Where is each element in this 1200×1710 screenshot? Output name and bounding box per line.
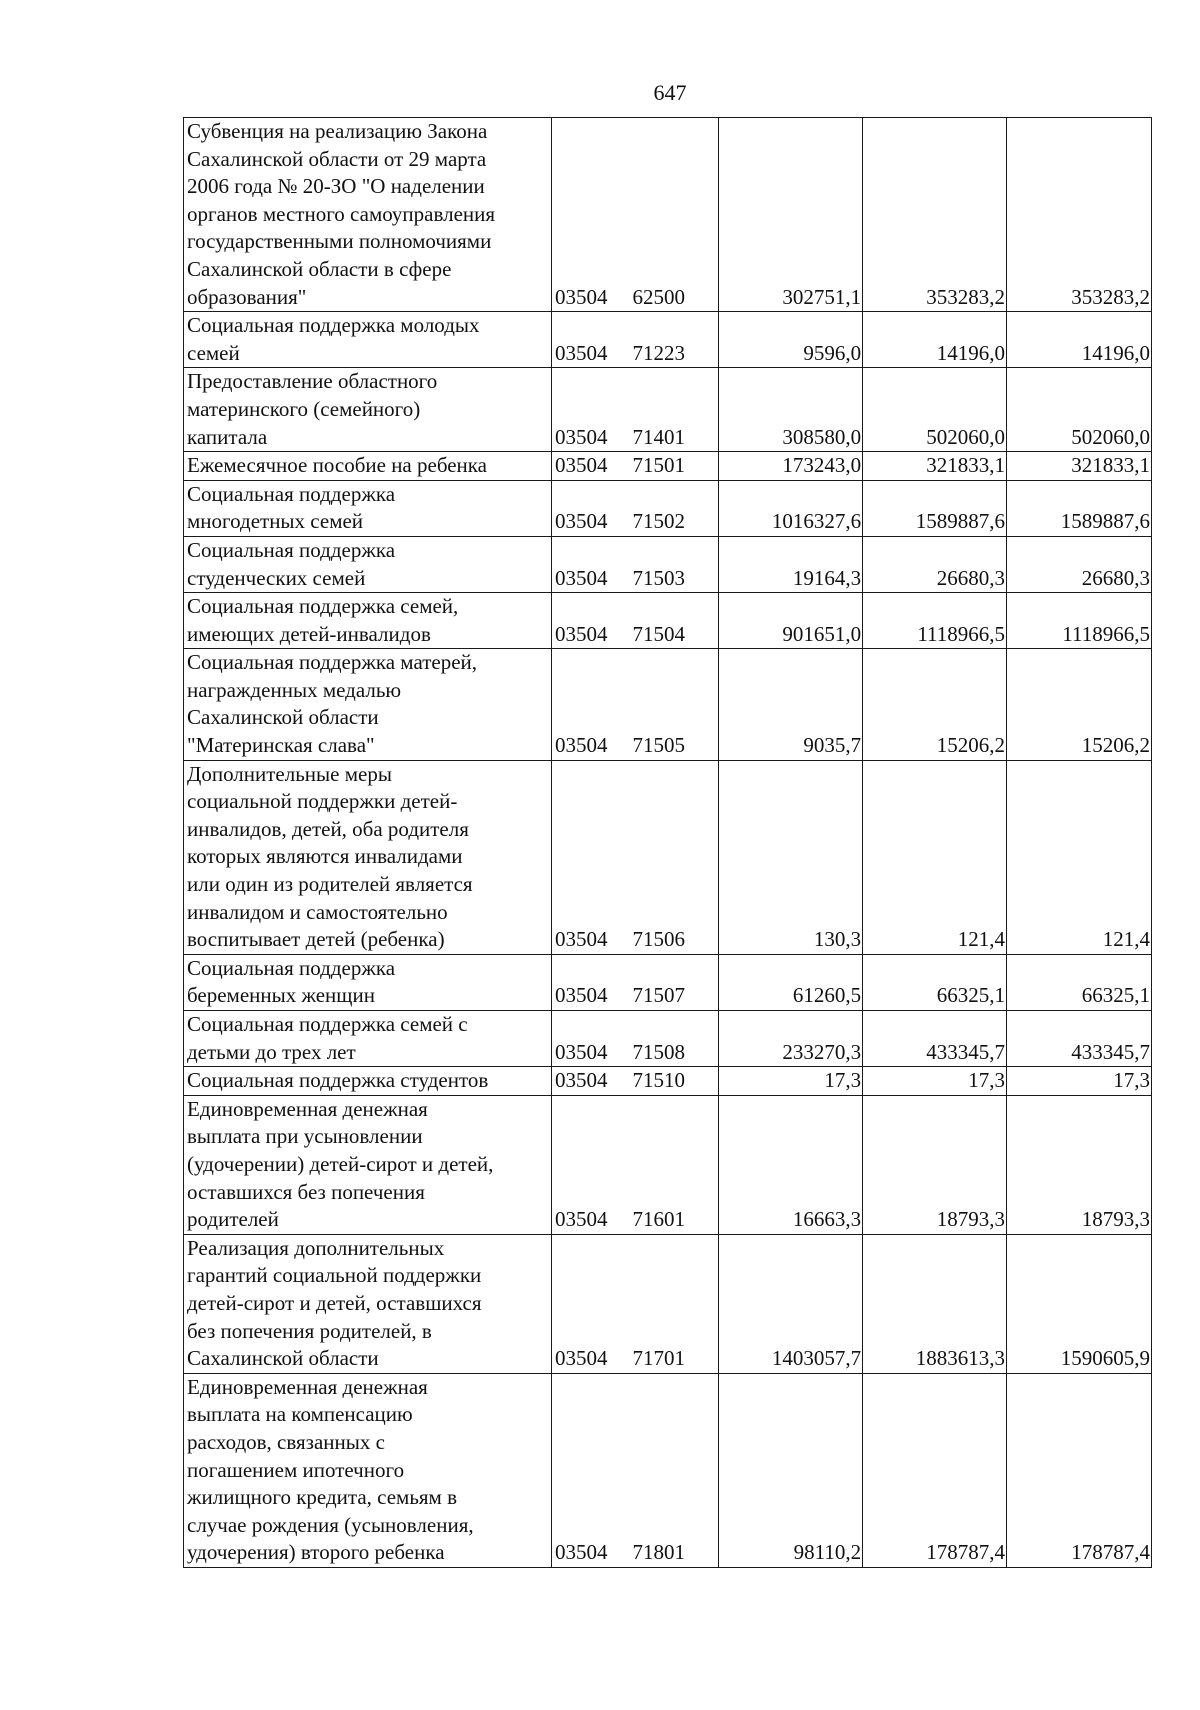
table-row	[184, 368, 1152, 452]
row-name: Субвенция на реализацию Закона Сахалинской области от 29 марта 2006 года № 20-ЗО "О наделении органов местного самоуправления государственными полномочиями Сахалинской области в сфере образования"	[184, 118, 552, 312]
row-value-1: 9035,7	[719, 649, 863, 760]
row-section-code: 03504	[551, 1067, 629, 1096]
row-value-3: 1118966,5	[1007, 593, 1152, 649]
row-value-2: 353283,2	[863, 118, 1007, 312]
row-target-code: 71510	[629, 1067, 718, 1096]
row-section-code: 03504	[551, 452, 629, 481]
row-section-code: 03504	[551, 536, 629, 592]
row-value-1: 16663,3	[719, 1095, 863, 1234]
row-value-1: 901651,0	[719, 593, 863, 649]
budget-table	[183, 117, 1152, 1568]
row-name: Предоставление областного материнского (семейного) капитала	[184, 368, 552, 452]
row-value-1: 233270,3	[719, 1011, 863, 1067]
row-value-2: 26680,3	[863, 536, 1007, 592]
row-section-code: 03504	[551, 1011, 629, 1067]
row-name: Социальная поддержка студенческих семей	[184, 536, 552, 592]
row-value-3: 17,3	[1007, 1067, 1152, 1096]
row-target-code: 71506	[629, 760, 718, 954]
table-row	[184, 312, 1152, 368]
table-row	[184, 954, 1152, 1010]
row-name: Социальная поддержка семей с детьми до трех лет	[184, 1011, 552, 1067]
row-value-3: 1590605,9	[1007, 1234, 1152, 1373]
table-row	[184, 118, 1152, 312]
row-value-2: 66325,1	[863, 954, 1007, 1010]
row-value-1: 61260,5	[719, 954, 863, 1010]
table-row	[184, 593, 1152, 649]
row-name: Социальная поддержка семей, имеющих детей-инвалидов	[184, 593, 552, 649]
row-section-code: 03504	[551, 1234, 629, 1373]
table-row	[184, 1234, 1152, 1373]
row-target-code: 71502	[629, 480, 718, 536]
row-section-code: 03504	[551, 760, 629, 954]
row-value-3: 66325,1	[1007, 954, 1152, 1010]
row-value-1: 308580,0	[719, 368, 863, 452]
row-value-1: 98110,2	[719, 1373, 863, 1567]
row-target-code: 71701	[629, 1234, 718, 1373]
row-value-3: 353283,2	[1007, 118, 1152, 312]
row-value-3: 321833,1	[1007, 452, 1152, 481]
row-name: Социальная поддержка матерей, награжденных медалью Сахалинской области "Материнская слава"	[184, 649, 552, 760]
row-target-code: 71601	[629, 1095, 718, 1234]
row-value-3: 121,4	[1007, 760, 1152, 954]
row-value-2: 17,3	[863, 1067, 1007, 1096]
row-value-3: 26680,3	[1007, 536, 1152, 592]
row-name: Социальная поддержка студентов	[184, 1067, 552, 1096]
row-value-2: 14196,0	[863, 312, 1007, 368]
row-value-1: 17,3	[719, 1067, 863, 1096]
row-section-code: 03504	[551, 593, 629, 649]
table-row	[184, 760, 1152, 954]
row-name: Ежемесячное пособие на ребенка	[184, 452, 552, 481]
row-value-3: 433345,7	[1007, 1011, 1152, 1067]
row-section-code: 03504	[551, 118, 629, 312]
row-section-code: 03504	[551, 480, 629, 536]
table-row	[184, 1011, 1152, 1067]
row-section-code: 03504	[551, 312, 629, 368]
row-value-2: 433345,7	[863, 1011, 1007, 1067]
row-value-1: 130,3	[719, 760, 863, 954]
table-row	[184, 536, 1152, 592]
page-number: 647	[653, 80, 687, 105]
row-value-2: 1118966,5	[863, 593, 1007, 649]
row-value-3: 502060,0	[1007, 368, 1152, 452]
row-section-code: 03504	[551, 954, 629, 1010]
row-value-2: 15206,2	[863, 649, 1007, 760]
table-row	[184, 1373, 1152, 1567]
row-name: Реализация дополнительных гарантий социальной поддержки детей-сирот и детей, оставшихся без попечения родителей, в Сахалинской области	[184, 1234, 552, 1373]
row-section-code: 03504	[551, 368, 629, 452]
row-target-code: 71508	[629, 1011, 718, 1067]
row-value-3: 15206,2	[1007, 649, 1152, 760]
row-value-2: 1883613,3	[863, 1234, 1007, 1373]
table-row	[184, 1067, 1152, 1096]
row-name: Единовременная денежная выплата на компенсацию расходов, связанных с погашением ипотечного жилищного кредита, семьям в случае рождения (усыновления, удочерения) второго ребенка	[184, 1373, 552, 1567]
row-section-code: 03504	[551, 1095, 629, 1234]
row-value-1: 9596,0	[719, 312, 863, 368]
row-value-1: 302751,1	[719, 118, 863, 312]
table-row	[184, 649, 1152, 760]
row-target-code: 71505	[629, 649, 718, 760]
row-value-1: 173243,0	[719, 452, 863, 481]
row-value-2: 178787,4	[863, 1373, 1007, 1567]
row-value-2: 121,4	[863, 760, 1007, 954]
row-target-code: 71801	[629, 1373, 718, 1567]
row-target-code: 71504	[629, 593, 718, 649]
row-value-1: 1403057,7	[719, 1234, 863, 1373]
table-row	[184, 1095, 1152, 1234]
table-row	[184, 452, 1152, 481]
row-name: Социальная поддержка молодых семей	[184, 312, 552, 368]
row-target-code: 71507	[629, 954, 718, 1010]
row-value-3: 18793,3	[1007, 1095, 1152, 1234]
row-value-2: 1589887,6	[863, 480, 1007, 536]
row-section-code: 03504	[551, 1373, 629, 1567]
row-value-3: 1589887,6	[1007, 480, 1152, 536]
row-target-code: 71503	[629, 536, 718, 592]
budget-table-body	[184, 118, 1152, 1568]
table-row	[184, 480, 1152, 536]
row-value-2: 321833,1	[863, 452, 1007, 481]
row-value-1: 19164,3	[719, 536, 863, 592]
row-value-3: 178787,4	[1007, 1373, 1152, 1567]
row-name: Социальная поддержка многодетных семей	[184, 480, 552, 536]
row-name: Дополнительные меры социальной поддержки детей- инвалидов, детей, оба родителя которых являются инвалидами или один из родителей является инвалидом и самостоятельно воспитывает детей (ребенка)	[184, 760, 552, 954]
row-value-2: 18793,3	[863, 1095, 1007, 1234]
row-section-code: 03504	[551, 649, 629, 760]
row-name: Социальная поддержка беременных женщин	[184, 954, 552, 1010]
row-name: Единовременная денежная выплата при усыновлении (удочерении) детей-сирот и детей, оставшихся без попечения родителей	[184, 1095, 552, 1234]
row-value-3: 14196,0	[1007, 312, 1152, 368]
row-value-2: 502060,0	[863, 368, 1007, 452]
row-value-1: 1016327,6	[719, 480, 863, 536]
row-target-code: 71501	[629, 452, 718, 481]
row-target-code: 71401	[629, 368, 718, 452]
row-target-code: 62500	[629, 118, 718, 312]
row-target-code: 71223	[629, 312, 718, 368]
